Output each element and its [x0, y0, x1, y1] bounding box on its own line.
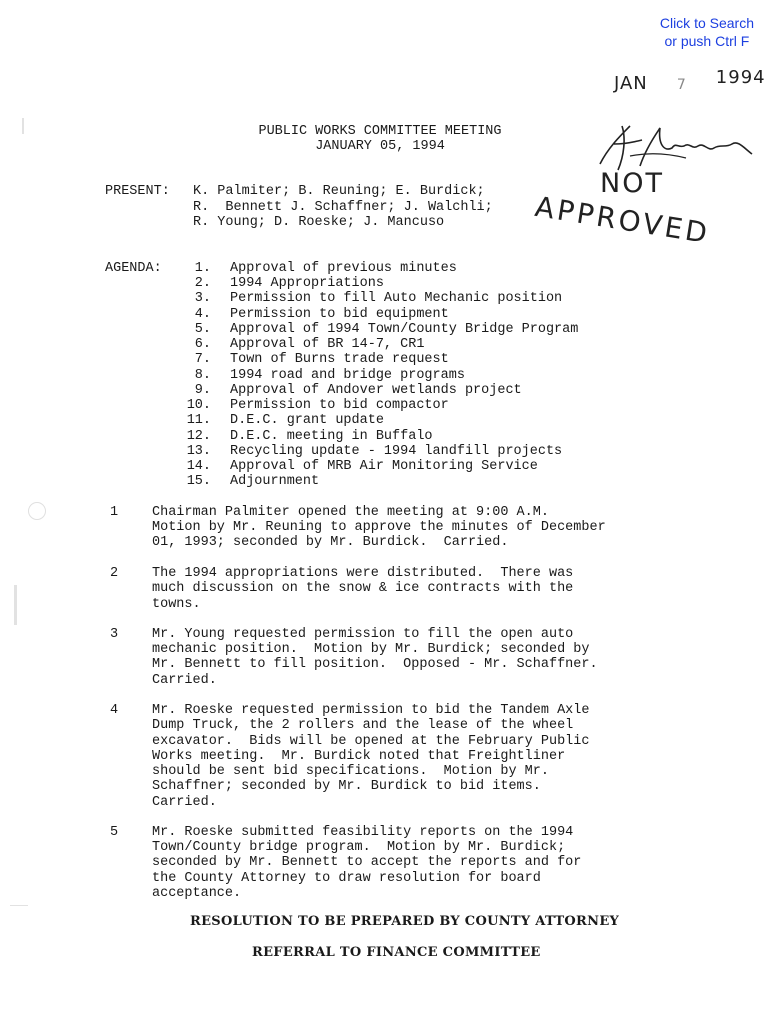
agenda-item-text: Permission to bid equipment [230, 307, 449, 322]
stamp-day: 7 [676, 77, 687, 93]
minutes-item-line: Chairman Palmiter opened the meeting at 9:00 A.M. [152, 505, 549, 520]
scan-mark [22, 118, 24, 134]
minutes-item-line: acceptance. [152, 886, 242, 901]
agenda-item-text: 1994 Appropriations [230, 276, 384, 291]
scan-mark [10, 905, 28, 906]
agenda-item-number: 4. [194, 307, 211, 322]
minutes-item-line: Works meeting. Mr. Burdick noted that Freightliner [152, 749, 566, 764]
present-line: K. Palmiter; B. Reuning; E. Burdick; [193, 184, 485, 199]
present-label: PRESENT: [105, 184, 170, 199]
agenda-item-text: D.E.C. grant update [230, 413, 384, 428]
agenda-item-text: Approval of 1994 Town/County Bridge Program [230, 322, 579, 337]
minutes-item-line: the County Attorney to draw resolution for board [152, 871, 541, 886]
agenda-item-number: 2. [194, 276, 211, 291]
agenda-item-number: 8. [194, 368, 211, 383]
agenda-item-number: 10. [186, 398, 211, 413]
minutes-item-line: Mr. Young requested permission to fill the open auto [152, 627, 574, 642]
agenda-item-text: Approval of MRB Air Monitoring Service [230, 459, 538, 474]
approved-stamp-text: APPROVED [532, 190, 713, 251]
agenda-item-number: 5. [194, 322, 211, 337]
minutes-item-line: Mr. Roeske requested permission to bid the Tandem Axle [152, 703, 590, 718]
minutes-item-line: mechanic position. Motion by Mr. Burdick; seconded by [152, 642, 590, 657]
agenda-item-text: Approval of Andover wetlands project [230, 383, 522, 398]
agenda-item-text: Approval of previous minutes [230, 261, 457, 276]
minutes-item-line: Carried. [152, 673, 217, 688]
minutes-item-line: Carried. [152, 795, 217, 810]
agenda-item-text: Town of Burns trade request [230, 352, 449, 367]
agenda-item-text: Permission to bid compactor [230, 398, 449, 413]
minutes-item-line: towns. [152, 597, 201, 612]
minutes-item-line: The 1994 appropriations were distributed. There was [152, 566, 574, 581]
minutes-item-line: should be sent bid specifications. Motion by Mr. [152, 764, 549, 779]
scan-circle-mark [28, 502, 46, 520]
agenda-item-number: 11. [186, 413, 211, 428]
search-hint-line-2[interactable]: or push Ctrl F [664, 33, 750, 49]
agenda-item-text: Adjournment [230, 474, 320, 489]
agenda-item-number: 1. [194, 261, 211, 276]
agenda-item-text: Approval of BR 14-7, CR1 [230, 337, 425, 352]
minutes-item-line: Mr. Roeske submitted feasibility reports on the 1994 [152, 825, 574, 840]
stamp-year: 1994 [715, 67, 766, 88]
agenda-item-number: 13. [186, 444, 211, 459]
stamp-not: NOT [600, 168, 664, 199]
minutes-item-number: 5 [110, 825, 119, 840]
agenda-item-number: 12. [186, 429, 211, 444]
minutes-item-line: Schaffner; seconded by Mr. Burdick to bid items. [152, 779, 541, 794]
not-approved-stamp [600, 168, 664, 199]
search-hint-link[interactable] [660, 14, 754, 50]
agenda-item-number: 14. [186, 459, 211, 474]
minutes-item-line: much discussion on the snow & ice contracts with the [152, 581, 574, 596]
agenda-item-text: Recycling update - 1994 landfill projects [230, 444, 563, 459]
agenda-item-number: 7. [194, 352, 211, 367]
agenda-label: AGENDA: [105, 261, 162, 276]
minutes-item-line: Dump Truck, the 2 rollers and the lease of the wheel [152, 718, 574, 733]
agenda-item-number: 3. [194, 291, 211, 306]
minutes-item-number: 3 [110, 627, 119, 642]
present-line: R. Young; D. Roeske; J. Mancuso [193, 215, 445, 230]
resolution-note: RESOLUTION TO BE PREPARED BY COUNTY ATTORNEY [190, 914, 620, 929]
agenda-item-number: 9. [194, 383, 211, 398]
minutes-item-line: Mr. Bennett to fill position. Opposed - Mr. Schaffner. [152, 657, 598, 672]
meeting-date: JANUARY 05, 1994 [315, 139, 445, 154]
search-hint-line-1[interactable]: Click to Search [659, 15, 754, 31]
minutes-item-line: excavator. Bids will be opened at the February Public [152, 734, 590, 749]
referral-note: REFERRAL TO FINANCE COMMITTEE [252, 945, 541, 960]
minutes-item-number: 1 [110, 505, 119, 520]
minutes-item-line: Town/County bridge program. Motion by Mr. Burdick; [152, 840, 566, 855]
meeting-title: PUBLIC WORKS COMMITTEE MEETING [258, 124, 502, 139]
agenda-item-text: Permission to fill Auto Mechanic position [230, 291, 563, 306]
agenda-item-text: D.E.C. meeting in Buffalo [230, 429, 433, 444]
minutes-item-line: Motion by Mr. Reuning to approve the minutes of December [152, 520, 606, 535]
minutes-item-line: seconded by Mr. Bennett to accept the reports and for [152, 855, 582, 870]
received-date-stamp [614, 67, 766, 94]
stamp-month: JAN [614, 73, 648, 94]
agenda-item-text: 1994 road and bridge programs [230, 368, 465, 383]
minutes-item-number: 4 [110, 703, 119, 718]
agenda-item-number: 15. [186, 474, 211, 489]
present-line: R. Bennett J. Schaffner; J. Walchli; [193, 200, 493, 215]
minutes-item-line: 01, 1993; seconded by Mr. Burdick. Carried. [152, 535, 509, 550]
scan-mark [14, 585, 17, 625]
minutes-item-number: 2 [110, 566, 119, 581]
agenda-item-number: 6. [194, 337, 211, 352]
